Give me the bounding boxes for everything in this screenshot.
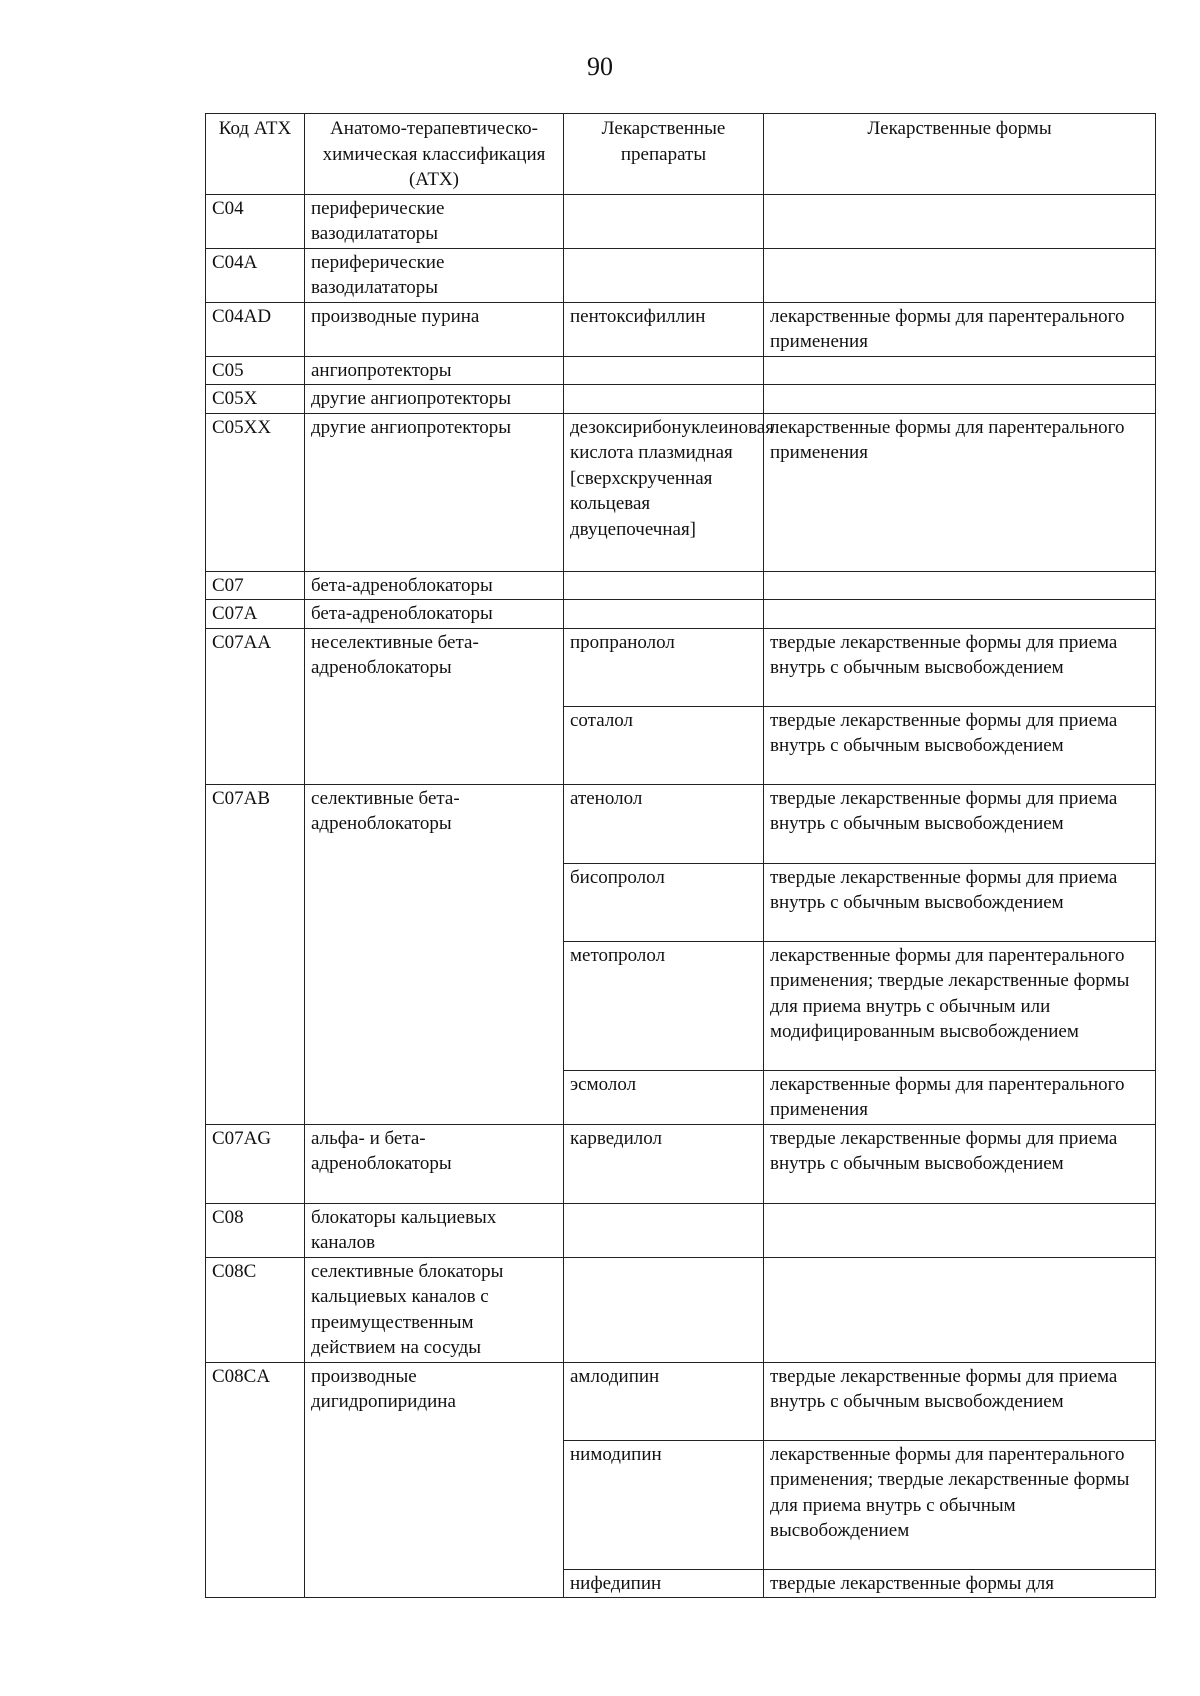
form-cell <box>764 571 1156 600</box>
drug-name: атенолол <box>564 784 764 863</box>
drug-cell <box>564 248 764 302</box>
form-cell <box>764 600 1156 629</box>
dosage-form: твердые лекарственные формы для приема внутрь с обычным высвобождением <box>764 628 1156 706</box>
atx-code: C08C <box>206 1257 305 1362</box>
atx-code: C04 <box>206 194 305 248</box>
atx-code: C04A <box>206 248 305 302</box>
dosage-form: лекарственные формы для парентерального применения; твердые лекарственные формы для приема внутрь с обычным высвобождением <box>764 1440 1156 1569</box>
atx-code: C07AG <box>206 1124 305 1203</box>
drug-name: карведилол <box>564 1124 764 1203</box>
dosage-form: твердые лекарственные формы для приема внутрь с обычным высвобождением <box>764 1124 1156 1203</box>
table-row <box>206 302 1156 356</box>
dosage-form: твердые лекарственные формы для <box>764 1569 1156 1598</box>
atx-name: ангиопротекторы <box>305 356 564 385</box>
atx-code: C07AA <box>206 628 305 784</box>
form-cell <box>764 1203 1156 1257</box>
dosage-form: лекарственные формы для парентерального применения <box>764 1070 1156 1124</box>
atx-name: бета-адреноблокаторы <box>305 600 564 629</box>
drug-name: бисопролол <box>564 863 764 941</box>
header-forms: Лекарственные формы <box>764 114 1156 195</box>
table-row <box>206 571 1156 600</box>
dosage-form: твердые лекарственные формы для приема внутрь с обычным высвобождением <box>764 784 1156 863</box>
table-row <box>206 356 1156 385</box>
form-cell <box>764 1257 1156 1362</box>
table-row <box>206 628 1156 706</box>
atx-code: C05 <box>206 356 305 385</box>
atx-code: C05XX <box>206 413 305 571</box>
header-drugs: Лекарственные препараты <box>564 114 764 195</box>
atx-name: другие ангиопротекторы <box>305 413 564 571</box>
drug-name: дезоксирибонуклеиновая кислота плазмидная [сверхскрученная кольцевая двуцепочечная] <box>564 413 764 571</box>
table-row <box>206 248 1156 302</box>
drug-name: пропранолол <box>564 628 764 706</box>
dosage-form: твердые лекарственные формы для приема внутрь с обычным высвобождением <box>764 1362 1156 1440</box>
drug-name: соталол <box>564 706 764 784</box>
drug-cell <box>564 1257 764 1362</box>
drug-name: нимодипин <box>564 1440 764 1569</box>
drug-name: нифедипин <box>564 1569 764 1598</box>
dosage-form: твердые лекарственные формы для приема внутрь с обычным высвобождением <box>764 706 1156 784</box>
dosage-form: лекарственные формы для парентерального применения <box>764 413 1156 571</box>
drug-name: метопролол <box>564 941 764 1070</box>
atx-name: производные дигидропиридина <box>305 1362 564 1598</box>
table-row <box>206 1203 1156 1257</box>
drug-name: амлодипин <box>564 1362 764 1440</box>
table-row <box>206 194 1156 248</box>
atx-name: неселективные бета-адреноблокаторы <box>305 628 564 784</box>
atx-code: C07A <box>206 600 305 629</box>
drug-cell <box>564 1203 764 1257</box>
atx-code: C08CA <box>206 1362 305 1598</box>
drug-name: эсмолол <box>564 1070 764 1124</box>
atx-name: альфа- и бета-адреноблокаторы <box>305 1124 564 1203</box>
form-cell <box>764 194 1156 248</box>
table-row <box>206 413 1156 571</box>
atx-name: блокаторы кальциевых каналов <box>305 1203 564 1257</box>
header-code: Код АТХ <box>206 114 305 195</box>
drug-cell <box>564 571 764 600</box>
table-row <box>206 784 1156 863</box>
drug-cell <box>564 194 764 248</box>
atx-name: производные пурина <box>305 302 564 356</box>
table-row <box>206 385 1156 414</box>
table-row <box>206 1257 1156 1362</box>
atx-name: периферические вазодилататоры <box>305 248 564 302</box>
drug-name: пентоксифиллин <box>564 302 764 356</box>
atx-code: C04AD <box>206 302 305 356</box>
atx-code: C05X <box>206 385 305 414</box>
table-row <box>206 600 1156 629</box>
header-classification: Анатомо-терапевтическо-химическая классификация (АТХ) <box>305 114 564 195</box>
atx-code: C08 <box>206 1203 305 1257</box>
table-header-row <box>206 114 1156 195</box>
dosage-form: лекарственные формы для парентерального применения <box>764 302 1156 356</box>
atx-code: C07AB <box>206 784 305 1124</box>
drug-cell <box>564 600 764 629</box>
atx-name: селективные блокаторы кальциевых каналов с преимущественным действием на сосуды <box>305 1257 564 1362</box>
atx-code: C07 <box>206 571 305 600</box>
drug-cell <box>564 356 764 385</box>
form-cell <box>764 248 1156 302</box>
dosage-form: лекарственные формы для парентерального применения; твердые лекарственные формы для приема внутрь с обычным или модифицированным высвобождением <box>764 941 1156 1070</box>
table-row <box>206 1124 1156 1203</box>
page-number: 90 <box>587 52 613 81</box>
dosage-form: твердые лекарственные формы для приема внутрь с обычным высвобождением <box>764 863 1156 941</box>
atx-name: другие ангиопротекторы <box>305 385 564 414</box>
form-cell <box>764 356 1156 385</box>
atx-name: бета-адреноблокаторы <box>305 571 564 600</box>
atx-table <box>205 113 1156 1598</box>
atx-name: селективные бета-адреноблокаторы <box>305 784 564 1124</box>
atx-name: периферические вазодилататоры <box>305 194 564 248</box>
table-row <box>206 1362 1156 1440</box>
drug-cell <box>564 385 764 414</box>
form-cell <box>764 385 1156 414</box>
